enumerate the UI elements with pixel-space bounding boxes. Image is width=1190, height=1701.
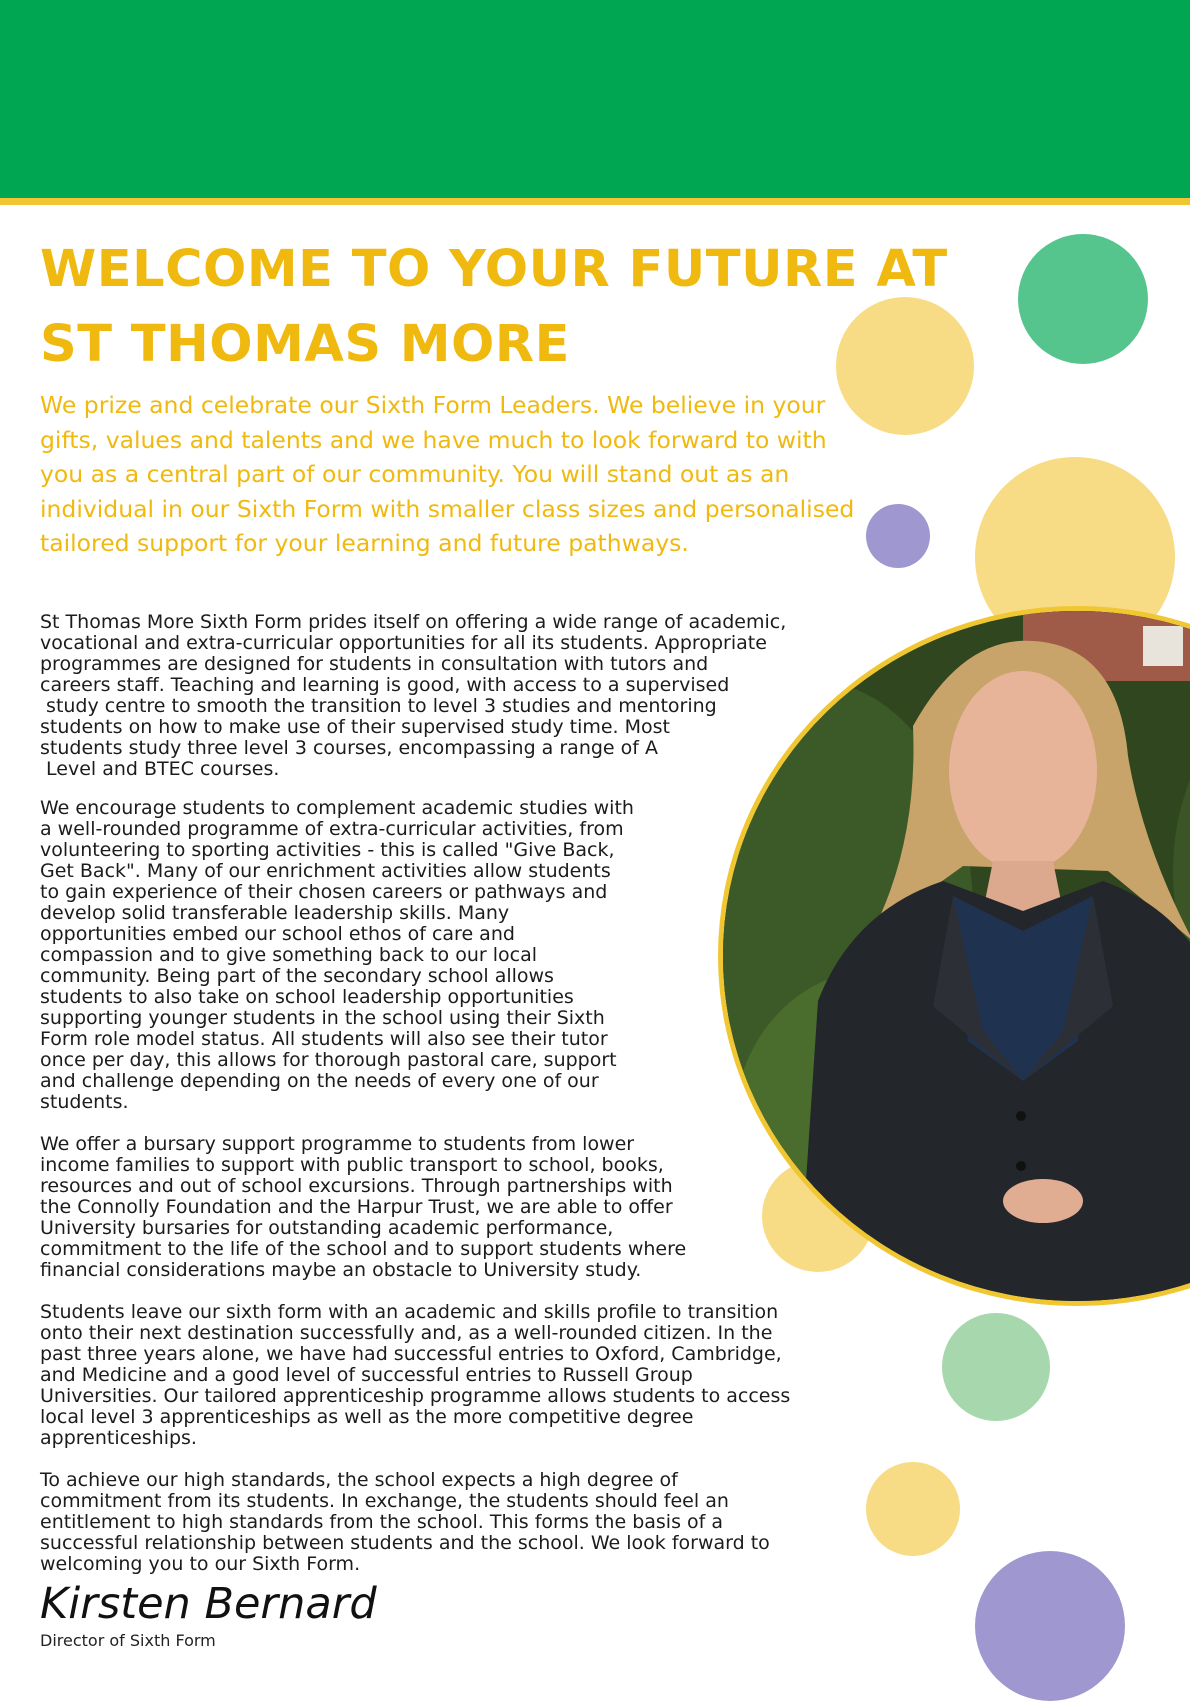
body-line: commitment from its students. In exchange, the students should feel an <box>40 1490 729 1512</box>
body-line: financial considerations maybe an obstacle to University study. <box>40 1259 642 1281</box>
body-line: successful relationship between students and the school. We look forward to <box>40 1532 770 1554</box>
body-line: develop solid transferable leadership skills. Many <box>40 902 510 924</box>
body-line: supporting younger students in the school using their Sixth <box>40 1007 605 1029</box>
body-line: onto their next destination successfully and, as a well-rounded citizen. In the <box>40 1322 773 1344</box>
body-line: Get Back". Many of our enrichment activities allow students <box>40 860 611 882</box>
body-line: welcoming you to our Sixth Form. <box>40 1553 361 1575</box>
page-title <box>40 232 980 382</box>
body-paragraph-1 <box>40 612 900 780</box>
body-line: We offer a bursary support programme to students from lower <box>40 1133 635 1155</box>
body-line: apprenticeships. <box>40 1427 197 1449</box>
body-line: commitment to the life of the school and to support students where <box>40 1238 687 1260</box>
body-line: University bursaries for outstanding academic performance, <box>40 1217 614 1239</box>
body-line: Level and BTEC courses. <box>40 758 280 780</box>
header-band <box>0 0 1190 198</box>
body-line: Form role model status. All students will also see their tutor <box>40 1028 608 1050</box>
body-line: opportunities embed our school ethos of care and <box>40 923 515 945</box>
body-line: compassion and to give something back to our local <box>40 944 538 966</box>
decor-circle-light-green <box>942 1313 1050 1421</box>
body-line: and challenge depending on the needs of every one of our <box>40 1070 599 1092</box>
title-line-2: ST THOMAS MORE <box>40 315 571 374</box>
body-line: the Connolly Foundation and the Harpur Trust, we are able to offer <box>40 1196 673 1218</box>
body-line: volunteering to sporting activities - this is called "Give Back, <box>40 839 615 861</box>
body-line: students to also take on school leadership opportunities <box>40 986 574 1008</box>
body-line: Universities. Our tailored apprenticeship programme allows students to access <box>40 1385 791 1407</box>
body-paragraph-3 <box>40 1134 900 1281</box>
body-line: income families to support with public transport to school, books, <box>40 1154 664 1176</box>
signatory-role: Director of Sixth Form <box>40 1631 216 1650</box>
decor-circle-purple-large <box>975 1551 1125 1701</box>
body-line: We encourage students to complement academic studies with <box>40 797 634 819</box>
body-paragraph-2 <box>40 798 900 1113</box>
body-line: local level 3 apprenticeships as well as the more competitive degree <box>40 1406 694 1428</box>
body-line: Students leave our sixth form with an academic and skills profile to transition <box>40 1301 779 1323</box>
body-paragraph-4 <box>40 1302 900 1449</box>
body-line: St Thomas More Sixth Form prides itself on offering a wide range of academic, <box>40 611 787 633</box>
title-line-1: WELCOME TO YOUR FUTURE AT <box>40 240 948 299</box>
header-stripe <box>0 198 1190 205</box>
body-line: to gain experience of their chosen careers or pathways and <box>40 881 608 903</box>
decor-circle-green <box>1018 234 1148 364</box>
body-line: entitlement to high standards from the school. This forms the basis of a <box>40 1511 724 1533</box>
body-line: vocational and extra-curricular opportunities for all its students. Appropriate <box>40 632 767 654</box>
body-line: To achieve our high standards, the school expects a high degree of <box>40 1469 678 1491</box>
decor-circle-purple-small <box>866 504 930 568</box>
lead-paragraph: We prize and celebrate our Sixth Form Leaders. We believe in your gifts, values and talents and we have much to look forward to with you as a central part of our community. You will stand out as an individual in our Sixth Form with smaller class sizes and personalised tailored support for your learning and future pathways. <box>40 391 855 557</box>
body-line: resources and out of school excursions. Through partnerships with <box>40 1175 673 1197</box>
body-paragraph-5 <box>40 1470 900 1575</box>
body-line: students study three level 3 courses, encompassing a range of A <box>40 737 659 759</box>
body-line: study centre to smooth the transition to level 3 studies and mentoring <box>40 695 717 717</box>
body-line: programmes are designed for students in consultation with tutors and <box>40 653 709 675</box>
body-line: students. <box>40 1091 129 1113</box>
body-line: careers staff. Teaching and learning is good, with access to a supervised <box>40 674 730 696</box>
body-line: students on how to make use of their supervised study time. Most <box>40 716 670 738</box>
body-line: and Medicine and a good level of successful entries to Russell Group <box>40 1364 693 1386</box>
body-line: community. Being part of the secondary school allows <box>40 965 554 987</box>
body-line: once per day, this allows for thorough pastoral care, support <box>40 1049 617 1071</box>
signature: Kirsten Bernard <box>40 1579 377 1629</box>
body-line: past three years alone, we have had successful entries to Oxford, Cambridge, <box>40 1343 782 1365</box>
body-line: a well-rounded programme of extra-curricular activities, from <box>40 818 624 840</box>
